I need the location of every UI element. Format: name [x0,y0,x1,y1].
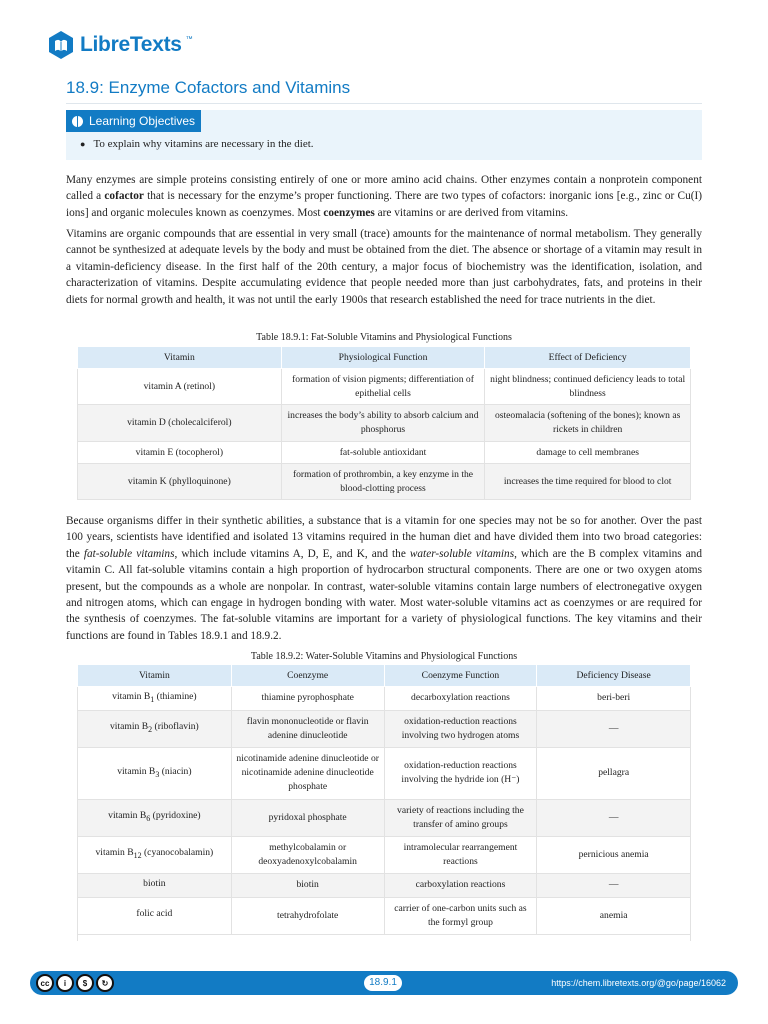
table-cell: nicotinamide adenine dinucleotide or nicotinamide adenine dinucleotide phosphate [231,747,384,799]
logo-text: LibreTexts [80,33,182,56]
objective-text: To explain why vitamins are necessary in the diet. [93,138,314,150]
paragraph-text: that is necessary for the enzyme’s proper functioning. There are two types of cofactors: inorganic ions [e.g., zinc or Cu(I) ions] and organic molecules known as coenzymes. Most [66,190,702,219]
table-cell: beri-beri [537,687,691,711]
paragraph-text: Because organisms differ in their synthetic abilities, a substance that is a vitamin for one species may not be so for another. Over the past 100 years, scientists have identified and isolated 13 vitamins required in the human diet and have divided them into two broad categories: the [66,515,702,560]
table-cell: carrier of one-carbon units such as the formyl group [384,897,537,934]
table-row [78,369,691,405]
paragraph-text: , which are the B complex vitamins and vitamin C. All fat-soluble vitamins contain a high proportion of hydrocarbon structural components. There are one or two oxygen atoms present, but the compounds as a whole are nonpolar. In contrast, water-soluble vitamins contain large numbers of electronegative oxygen and nitrogen atoms, which can engage in hydrogen bonding with water. Most water-soluble vitamins act as coenzymes or are required for the synthesis of coenzymes. The fat-soluble vitamins are important for a variety of physiological functions. The key vitamins and their functions are found in Tables 18.9.1 and 18.9.2. [66,547,702,642]
table-row [78,464,691,500]
paragraph-vitamins: Vitamins are organic compounds that are essential in very small (trace) amounts for the maintenance of normal metabolism. They generally cannot be synthesized at adequate levels by the body and must be obtained from the diet. The absence or shortage of a vitamin may result in a vitamin-deficiency disease. In the first half of the 20th century, a major focus of biochemistry was the identification, isolation, and characterization of vitamins. Despite accumulating evidence that people needed more than just carbohydrates, fats, and proteins in their diets for normal growth and health, it was not until the early 1900s that research established the need for trace nutrients in the diet. [66,228,702,306]
water-soluble-vitamins-table [77,664,691,935]
column-header: Physiological Function [281,347,485,369]
learning-objectives-label: Learning Objectives [89,114,196,128]
table-cell: flavin mononucleotide or flavin adenine dinucleotide [231,710,384,747]
table-cell: anemia [537,897,691,934]
table-cell: increases the body’s ability to absorb calcium and phosphorus [281,405,485,442]
objectives-icon [72,116,83,127]
table-cell: tetrahydrofolate [231,897,384,934]
paragraph-text: Many enzymes are simple proteins consisting entirely of one or more amino acid chains. Other enzymes contain a nonprotein component called a [66,174,702,203]
noncommercial-icon: $ [76,974,94,992]
page-title: 18.9: Enzyme Cofactors and Vitamins [66,78,702,104]
table-cell: vitamin $B_2$ (riboflavin) [78,710,232,747]
column-header: Vitamin [78,347,282,369]
bullet-icon: ● [80,139,86,149]
cc-license-badge[interactable] [36,974,114,992]
table-cell: pellagra [537,747,691,799]
table-caption: Table 18.9.1: Fat-Soluble Vitamins and Physiological Functions [256,332,512,343]
table-cell: oxidation-reduction reactions involving two hydrogen atoms [384,710,537,747]
table-cell: formation of vision pigments; differentiation of epithelial cells [281,369,485,405]
page-footer [30,971,738,995]
table-cell: thiamine pyrophosphate [231,687,384,711]
table-header-row [78,347,691,369]
table-cell: vitamin $B_{12}$ (cyanocobalamin) [78,836,232,873]
table-row [78,873,691,897]
table-cell: vitamin E (tocopherol) [78,442,282,464]
table-cell: intramolecular rearrangement reactions [384,836,537,873]
libretexts-logo[interactable] [46,28,193,62]
libretexts-logo-icon [46,30,76,60]
column-header: Coenzyme Function [384,665,537,687]
table-cell: — [537,799,691,836]
paragraph-vitamin-categories [66,513,702,644]
table-cell: vitamin D (cholecalciferol) [78,405,282,442]
table-cell: biotin [78,873,232,897]
term-coenzymes: coenzymes [323,206,375,219]
table-cell: vitamin $B_6$ (pyridoxine) [78,799,232,836]
table-row [78,747,691,799]
table-cell: formation of prothrombin, a key enzyme in the blood-clotting process [281,464,485,500]
learning-objectives-header [66,110,201,132]
column-header: Effect of Deficiency [485,347,691,369]
objective-item [80,138,314,150]
creative-commons-icon: cc [36,974,54,992]
table-cell: vitamin A (retinol) [78,369,282,405]
sharealike-icon: ↻ [96,974,114,992]
table-cell: damage to cell membranes [485,442,691,464]
table-cell: carboxylation reactions [384,873,537,897]
table-row [78,897,691,934]
term-water-soluble: water-soluble vitamins [409,547,515,560]
table-cell: biotin [231,873,384,897]
table-cell: vitamin $B_3$ (niacin) [78,747,232,799]
table-cell: night blindness; continued deficiency leads to total blindness [485,369,691,405]
term-fat-soluble: fat-soluble vitamins [83,547,175,560]
fat-soluble-vitamins-table [77,346,691,500]
table-cell: — [537,710,691,747]
paragraph-text: are vitamins or are derived from vitamins. [374,206,569,219]
page-number: 18.9.1 [364,975,402,991]
table-cell: oxidation-reduction reactions involving the hydride ion (H⁻) [384,747,537,799]
table-row [78,799,691,836]
paragraph-text: , which include vitamins A, D, E, and K, and the [174,547,410,560]
column-header: Coenzyme [231,665,384,687]
table-cell: increases the time required for blood to clot [485,464,691,500]
table-row [78,687,691,711]
table-cell: folic acid [78,897,232,934]
table-row [78,405,691,442]
table-caption: Table 18.9.2: Water-Soluble Vitamins and Physiological Functions [250,651,518,662]
table-cell: variety of reactions including the transfer of amino groups [384,799,537,836]
table-cell: — [537,873,691,897]
table-header-row [78,665,691,687]
term-cofactor: cofactor [104,190,144,203]
logo-trademark: ™ [185,36,193,43]
table-row [78,710,691,747]
table-cell: pyridoxal phosphate [231,799,384,836]
table-cell: methylcobalamin or deoxyadenoxylcobalamin [231,836,384,873]
page-url-link[interactable]: https://chem.libretexts.org/@go/page/16062 [551,978,726,988]
table-cell: pernicious anemia [537,836,691,873]
paragraph-cofactors [66,172,702,221]
attribution-icon: i [56,974,74,992]
column-header: Vitamin [78,665,232,687]
learning-objectives-box [66,110,702,160]
table-cell: fat-soluble antioxidant [281,442,485,464]
table-row [78,442,691,464]
table-cell: decarboxylation reactions [384,687,537,711]
table-row [78,836,691,873]
table-cell: vitamin K (phylloquinone) [78,464,282,500]
column-header: Deficiency Disease [537,665,691,687]
table-cell: vitamin $B_1$ (thiamine) [78,687,232,711]
table-continuation [77,931,691,941]
table-cell: osteomalacia (softening of the bones); known as rickets in children [485,405,691,442]
